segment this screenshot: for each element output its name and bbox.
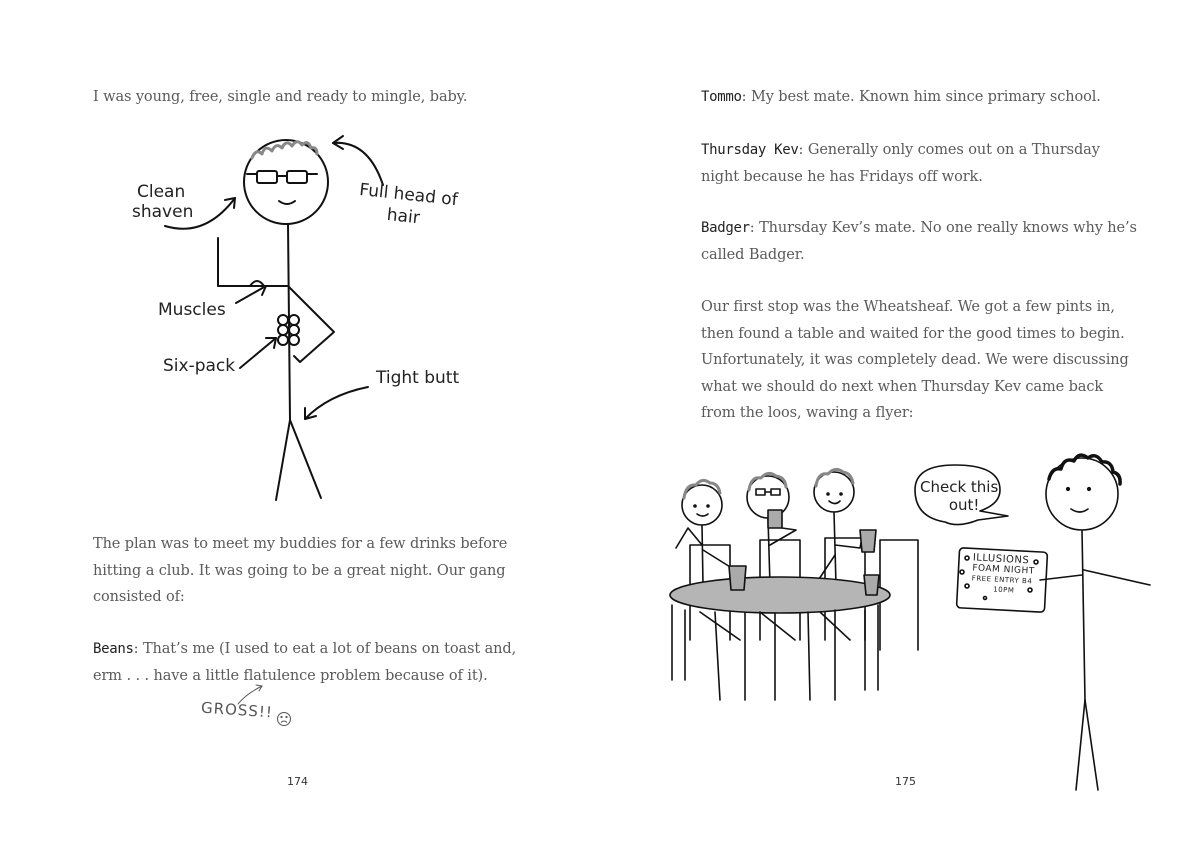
flyer-text bbox=[971, 553, 1036, 596]
story-paragraph bbox=[701, 294, 1129, 427]
kev-name: Thursday Kev bbox=[701, 142, 799, 158]
flyer-line-1: ILLUSIONS bbox=[972, 552, 1030, 567]
arrow-hair bbox=[333, 143, 383, 185]
page-right bbox=[600, 0, 1200, 847]
tommo-name: Tommo bbox=[701, 89, 742, 105]
label-clean-shaven bbox=[132, 182, 194, 222]
kev-paragraph bbox=[701, 137, 1100, 190]
page-number-left: 174 bbox=[287, 775, 308, 788]
page-number-right: 175 bbox=[895, 775, 916, 788]
flyer-line-3: FREE ENTRY B4 bbox=[971, 574, 1033, 586]
speech-line-1: Check this bbox=[920, 478, 999, 496]
beans-paragraph bbox=[93, 636, 516, 689]
badger-text-1: : Thursday Kev’s mate. No one really knows why he’s bbox=[749, 220, 1137, 236]
flyer-line-4: 10PM bbox=[993, 585, 1015, 595]
sad-face-icon bbox=[276, 711, 292, 727]
story-line-2: then found a table and waited for the good times to begin. bbox=[701, 325, 1125, 342]
plan-line-3: consisted of: bbox=[93, 589, 185, 605]
label-muscles: Muscles bbox=[158, 300, 226, 320]
flyer-line-2: FOAM NIGHT bbox=[972, 563, 1035, 577]
story-line-3: Unfortunately, it was completely dead. We were discussing bbox=[701, 352, 1129, 368]
gross-note bbox=[200, 699, 273, 722]
badger-paragraph bbox=[701, 215, 1137, 268]
intro-text: I was young, free, single and ready to mingle, baby. bbox=[93, 89, 468, 105]
label-clean-line2: shaven bbox=[132, 202, 194, 222]
speech-bubble-text bbox=[920, 478, 998, 514]
label-tight-butt: Tight butt bbox=[376, 368, 460, 388]
tommo-paragraph bbox=[701, 84, 1101, 111]
plan-line-2: hitting a club. It was going to be a great night. Our gang bbox=[93, 562, 506, 579]
label-six-pack: Six-pack bbox=[163, 356, 236, 376]
badger-text-2: called Badger. bbox=[701, 246, 805, 263]
kev-text-1: : Generally only comes out on a Thursday bbox=[798, 142, 1100, 158]
arrow-tight-butt bbox=[305, 387, 368, 419]
plan-paragraph bbox=[93, 531, 507, 611]
speech-line-2: out! bbox=[948, 496, 980, 514]
figure-hair bbox=[252, 142, 317, 158]
label-hair-line2: hair bbox=[385, 204, 421, 229]
tommo-text: : My best mate. Known him since primary school. bbox=[741, 89, 1101, 105]
badger-name: Badger bbox=[701, 220, 750, 236]
arrow-six-pack bbox=[240, 338, 276, 368]
kev-text-2: night because he has Fridays off work. bbox=[701, 168, 983, 185]
story-line-5: from the loos, waving a flyer: bbox=[701, 405, 914, 421]
story-line-1: Our first stop was the Wheatsheaf. We got a few pints in, bbox=[701, 299, 1115, 315]
label-hair-line1: Full head of bbox=[358, 179, 459, 211]
beans-name: Beans bbox=[93, 641, 134, 657]
label-clean-line1: Clean bbox=[137, 182, 186, 202]
beans-line-2: erm . . . have a little flatulence problem because of it). bbox=[93, 667, 488, 684]
story-line-4: what we should do next when Thursday Kev came back bbox=[701, 378, 1104, 395]
plan-line-1: The plan was to meet my buddies for a few drinks before bbox=[93, 536, 508, 552]
beans-line-1: : That’s me (I used to eat a lot of beans on toast and, bbox=[133, 641, 517, 657]
gross-note-text: GROSS!! bbox=[200, 698, 274, 722]
